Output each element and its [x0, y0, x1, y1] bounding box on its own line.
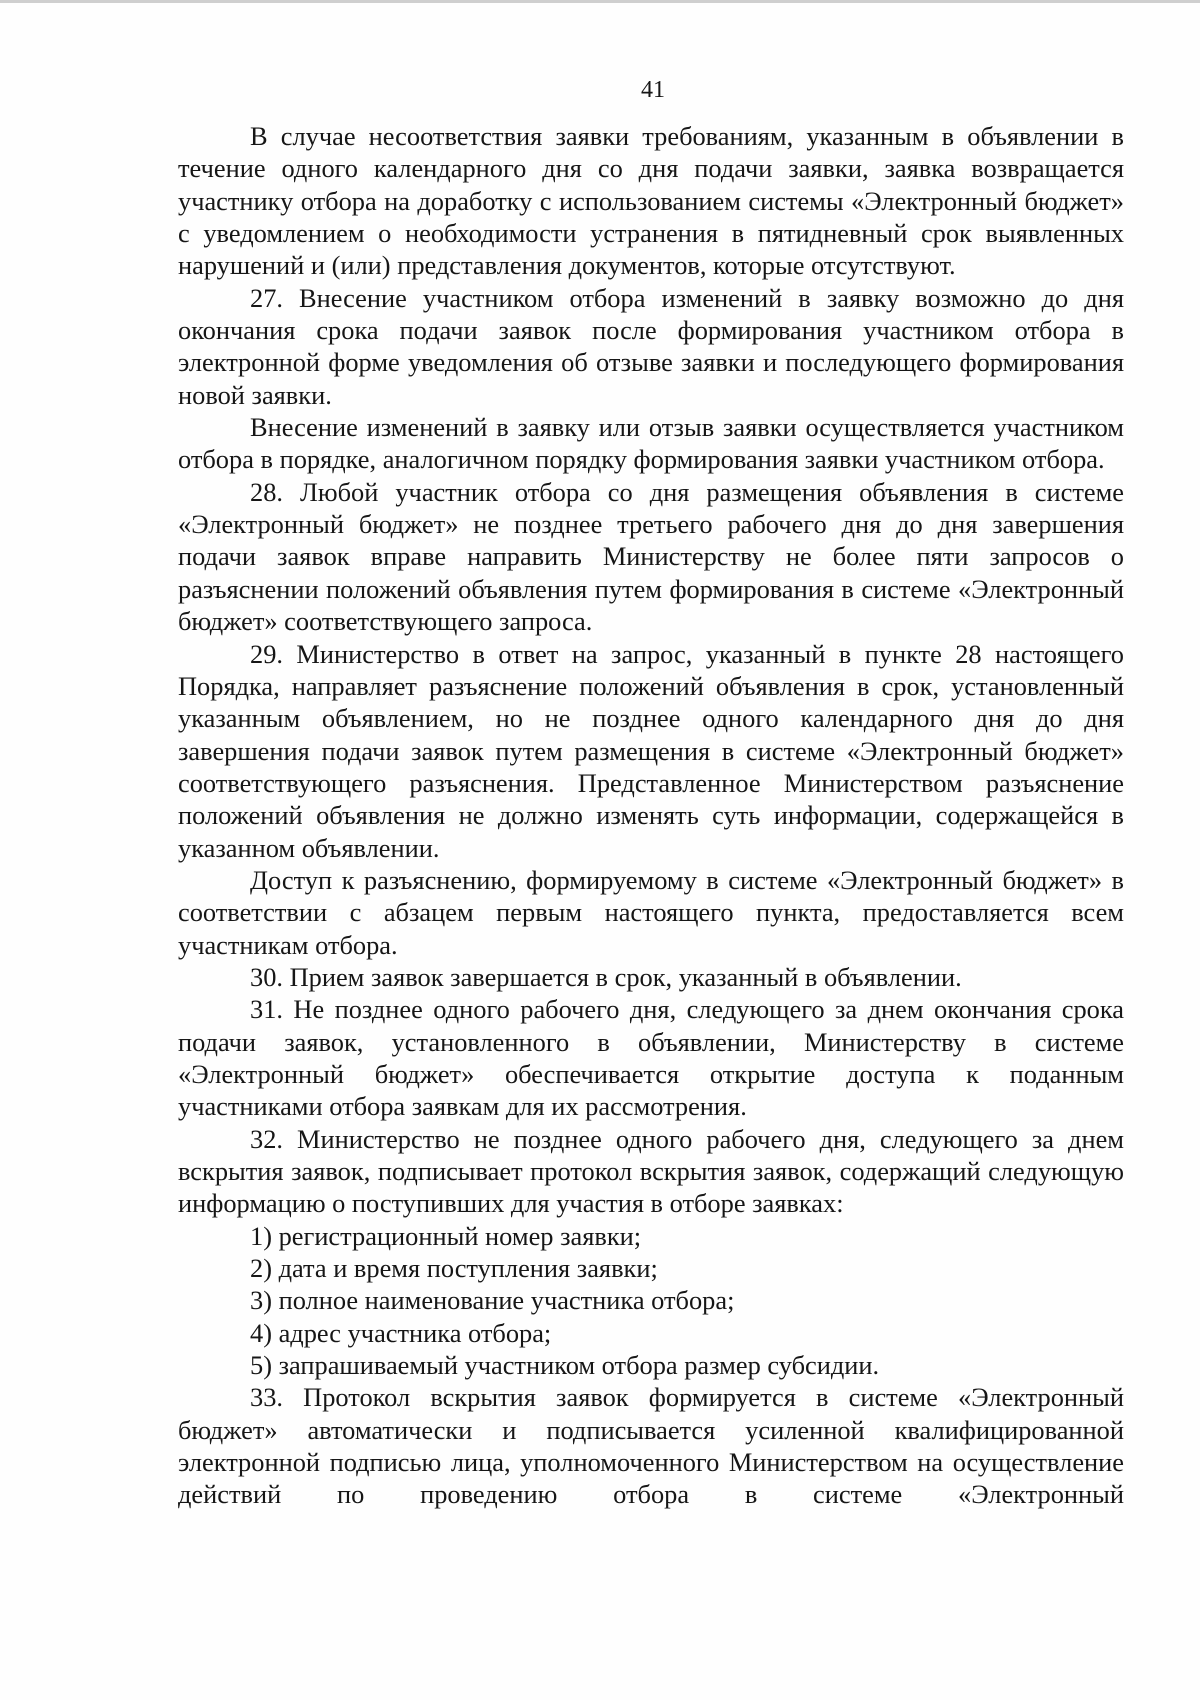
list-item: 1) регистрационный номер заявки;	[250, 1220, 642, 1251]
paragraph-28: 28. Любой участник отбора со дня размещения объявления в системе «Электронный бюджет» не позднее третьего рабочего дня до дня завершения подачи заявок вправе направить Министерству не более пяти запросов о разъяснении положений объявления путем формирования в системе «Электронный бюджет» соответствующего запроса.	[178, 476, 1124, 637]
paragraph-31: 31. Не позднее одного рабочего дня, следующего за днем окончания срока подачи заявок, установленного в объявлении, Министерству в системе «Электронный бюджет» обеспечивается открытие доступа к поданным участниками отбора заявкам для их рассмотрения.	[178, 994, 1124, 1122]
paragraph-30: 30. Прием заявок завершается в срок, указанный в объявлении.	[250, 961, 962, 992]
list-item: 3) полное наименование участника отбора;	[250, 1285, 735, 1316]
list-item: 5) запрашиваемый участником отбора размер субсидии.	[250, 1350, 880, 1381]
paragraph-29: 29. Министерство в ответ на запрос, указанный в пункте 28 настоящего Порядка, направляет разъяснение положений объявления в срок, установленный указанным объявлением, но не позднее одного календарного дня до дня завершения подачи заявок путем размещения в системе «Электронный бюджет» соответствующего разъяснения. Представленное Министерством разъяснение положений объявления не должно изменять суть информации, содержащейся в указанном объявлении.	[178, 638, 1124, 863]
paragraph-32: 32. Министерство не позднее одного рабочего дня, следующего за днем вскрытия заявок, подписывает протокол вскрытия заявок, содержащий следующую информацию о поступивших для участия в отборе заявках:	[178, 1123, 1124, 1219]
page-number: 41	[641, 77, 665, 103]
paragraph-27: 27. Внесение участником отбора изменений в заявку возможно до дня окончания срока подачи заявок после формирования участником отбора в электронной форме уведомления об отзыве заявки и последующего формирования новой заявки.	[178, 282, 1124, 410]
paragraph-changes-withdrawal: Внесение изменений в заявку или отзыв заявки осуществляется участником отбора в порядке, аналогичном порядку формирования заявки участником отбора.	[178, 412, 1124, 475]
paragraph-33: 33. Протокол вскрытия заявок формируется в системе «Электронный бюджет» автоматически и подписывается усиленной квалифицированной электронной подписью лица, уполномоченного Министерством на осуществление действий по проведению отбора в системе «Электронный	[178, 1382, 1124, 1510]
list-item: 4) адрес участника отбора;	[250, 1317, 552, 1348]
paragraph-return-of-application: В случае несоответствия заявки требованиям, указанным в объявлении в течение одного календарного дня со дня подачи заявки, заявка возвращается участнику отбора на доработку с использованием системы «Электронный бюджет» с уведомлением о необходимости устранения в пятидневный срок выявленных нарушений и (или) представления документов, которые отсутствуют.	[178, 121, 1124, 281]
document-body	[178, 120, 1124, 1511]
paragraph-access-to-clarification: Доступ к разъяснению, формируемому в системе «Электронный бюджет» в соответствии с абзацем первым настоящего пункта, предоставляется всем участникам отбора.	[178, 864, 1124, 960]
scan-edge-line	[0, 0, 1200, 3]
list-item: 2) дата и время поступления заявки;	[250, 1253, 658, 1284]
